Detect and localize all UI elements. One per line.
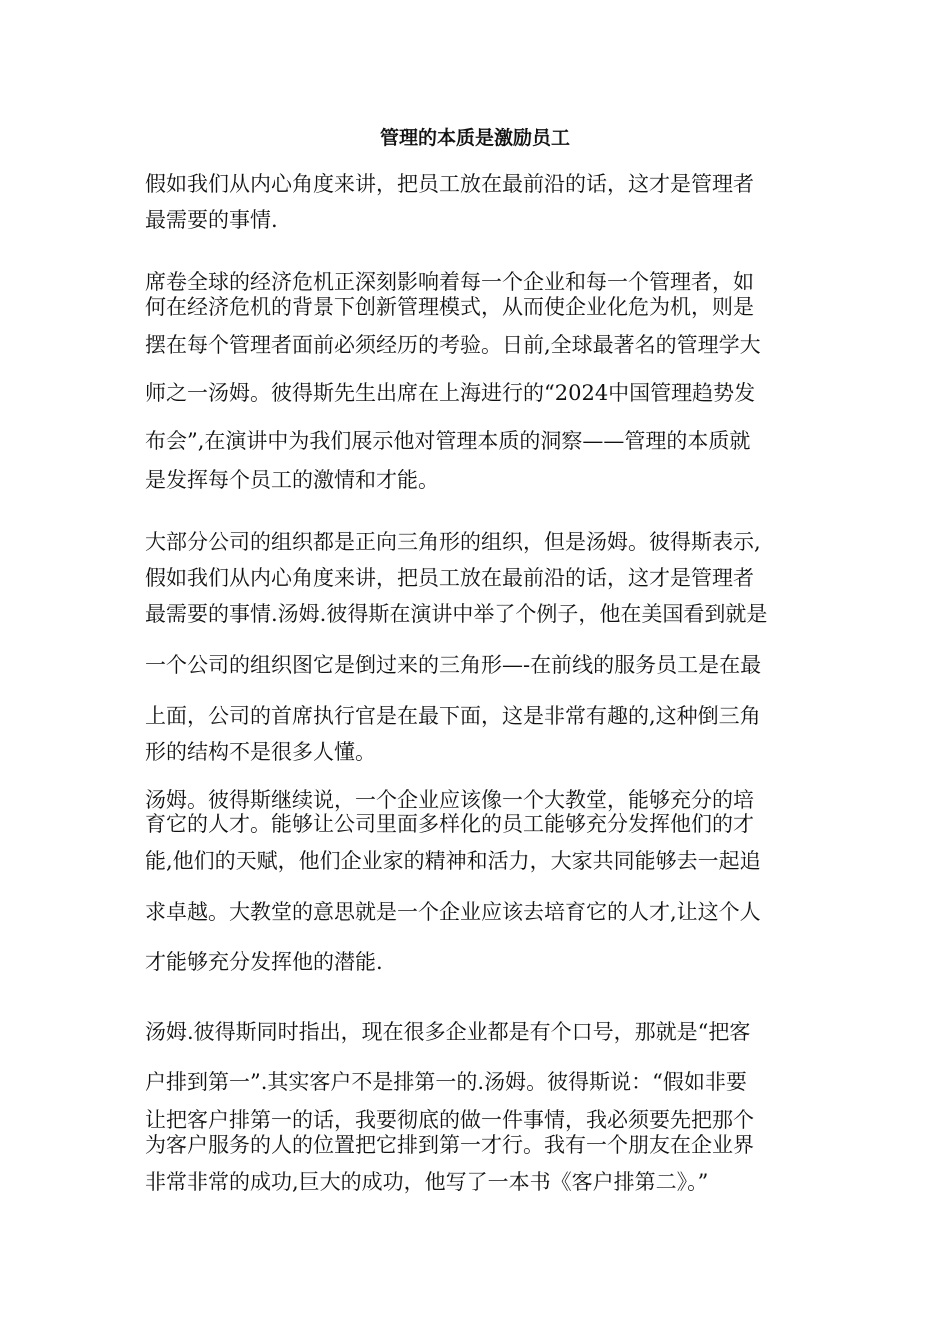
text-line: 假如我们从内心角度来讲，把员工放在最前沿的话，这才是管理者 bbox=[145, 172, 754, 196]
text-line: 是发挥每个员工的激情和才能。 bbox=[145, 468, 439, 492]
text-line: 育它的人才。能够让公司里面多样化的员工能够充分发挥他们的才 bbox=[145, 812, 754, 836]
text-line: 形的结构不是很多人懂。 bbox=[145, 740, 376, 764]
text-line: 布会”,在演讲中为我们展示他对管理本质的洞察——管理的本质就 bbox=[145, 429, 751, 453]
text-line: 一个公司的组织图它是倒过来的三角形—-在前线的服务员工是在最 bbox=[145, 653, 762, 677]
text-line: 最需要的事情. bbox=[145, 208, 278, 232]
text-line: 大部分公司的组织都是正向三角形的组织，但是汤姆。彼得斯表示, bbox=[145, 530, 761, 554]
text-line: 户排到第一”.其实客户不是排第一的.汤姆。彼得斯说：“假如非要 bbox=[145, 1070, 747, 1094]
text-line: 假如我们从内心角度来讲，把员工放在最前沿的话，这才是管理者 bbox=[145, 566, 754, 590]
text-line: 能,他们的天赋，他们企业家的精神和活力，大家共同能够去一起追 bbox=[145, 849, 761, 873]
text-line: 摆在每个管理者面前必须经历的考验。日前,全球最著名的管理学大 bbox=[145, 333, 761, 357]
text-line: 求卓越。大教堂的意思就是一个企业应该去培育它的人才,让这个人 bbox=[145, 900, 761, 924]
text-line: 上面，公司的首席执行官是在最下面，这是非常有趣的,这种倒三角 bbox=[145, 704, 761, 728]
text-line: 汤姆.彼得斯同时指出，现在很多企业都是有个口号，那就是“把客 bbox=[145, 1020, 751, 1044]
text-line: 为客户服务的人的位置把它排到第一才行。我有一个朋友在企业界 bbox=[145, 1133, 754, 1157]
text-line: 汤姆。彼得斯继续说，一个企业应该像一个大教堂，能够充分的培 bbox=[145, 788, 754, 812]
document-title: 管理的本质是激励员工 bbox=[379, 127, 570, 149]
text-line: 非常非常的成功,巨大的成功，他写了一本书《客户排第二》。” bbox=[145, 1170, 709, 1194]
text-line: 席卷全球的经济危机正深刻影响着每一个企业和每一个管理者，如 bbox=[145, 270, 754, 294]
text-line: 最需要的事情.汤姆.彼得斯在演讲中举了个例子，他在美国看到就是 bbox=[145, 602, 768, 626]
text-line: 才能够充分发挥他的潜能. bbox=[145, 950, 383, 974]
text-line: 师之一汤姆。彼得斯先生出席在上海进行的“2024中国管理趋势发 bbox=[145, 381, 756, 405]
text-line: 让把客户排第一的话，我要彻底的做一件事情，我必须要先把那个 bbox=[145, 1108, 754, 1132]
text-line: 何在经济危机的背景下创新管理模式，从而使企业化危为机，则是 bbox=[145, 295, 754, 319]
